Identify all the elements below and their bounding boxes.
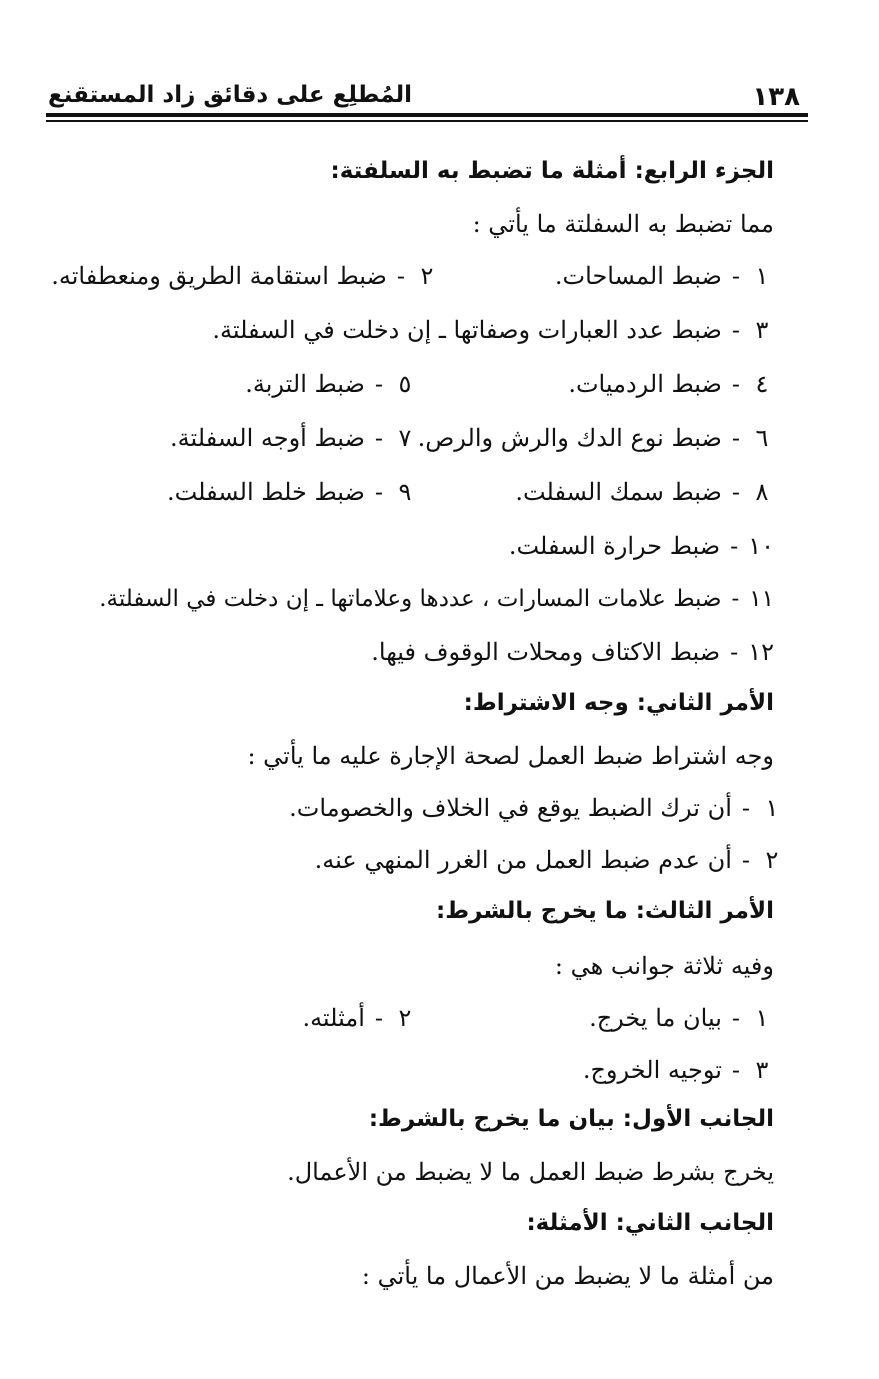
list-item: ٣-ضبط عدد العبارات وصفاتها ـ إن دخلت في السفلتة. bbox=[212, 316, 769, 344]
aspect1-heading: الجانب الأول: بيان ما يخرج بالشرط: bbox=[368, 1106, 774, 1132]
list-item: ٢-أن عدم ضبط العمل من الغرر المنهي عنه. bbox=[314, 846, 779, 874]
aspect2-heading: الجانب الثاني: الأمثلة: bbox=[526, 1210, 774, 1236]
header-rule-thick bbox=[46, 113, 808, 117]
page-header bbox=[48, 78, 808, 112]
list-item: ٦-ضبط نوع الدك والرش والرص. bbox=[417, 424, 769, 452]
list-item: ٥-ضبط التربة. bbox=[245, 370, 412, 398]
page-number: ١٣٨ bbox=[752, 82, 800, 112]
section4-heading: الجزء الرابع: أمثلة ما تضبط به السلفتة: bbox=[330, 158, 774, 184]
list-item: ١-بيان ما يخرج. bbox=[589, 1004, 769, 1032]
section4-intro: مما تضبط به السفلتة ما يأتي : bbox=[472, 210, 774, 238]
matter3-heading: الأمر الثالث: ما يخرج بالشرط: bbox=[436, 898, 774, 924]
list-item: ٢-أمثلته. bbox=[302, 1004, 412, 1032]
list-item: ٧-ضبط أوجه السفلتة. bbox=[170, 424, 412, 452]
matter2-intro: وجه اشتراط ضبط العمل لصحة الإجارة عليه ما يأتي : bbox=[247, 742, 774, 770]
aspect1-text: يخرج بشرط ضبط العمل ما لا يضبط من الأعمال. bbox=[287, 1158, 774, 1186]
list-item: ٣-توجيه الخروج. bbox=[582, 1056, 769, 1084]
running-title: المُطلِع على دقائق زاد المستقنع bbox=[48, 82, 413, 108]
list-item: ١-أن ترك الضبط يوقع في الخلاف والخصومات. bbox=[289, 794, 779, 822]
list-item: ٢-ضبط استقامة الطريق ومنعطفاته. bbox=[51, 262, 434, 290]
list-item: ٨-ضبط سمك السفلت. bbox=[515, 478, 769, 506]
list-item: ٤-ضبط الردميات. bbox=[568, 370, 769, 398]
list-item: ١١-ضبط علامات المسارات ، عددها وعلاماتها ـ إن دخلت في السفلتة. bbox=[99, 586, 774, 612]
list-item: ٩-ضبط خلط السفلت. bbox=[166, 478, 412, 506]
matter3-intro: وفيه ثلاثة جوانب هي : bbox=[554, 952, 774, 980]
list-item: ١٠-ضبط حرارة السفلت. bbox=[508, 532, 774, 560]
list-item: ١٢-ضبط الاكتاف ومحلات الوقوف فيها. bbox=[371, 638, 774, 666]
list-item: ١-ضبط المساحات. bbox=[554, 262, 769, 290]
aspect2-text: من أمثلة ما لا يضبط من الأعمال ما يأتي : bbox=[361, 1262, 774, 1290]
header-rule-thin bbox=[46, 120, 808, 122]
matter2-heading: الأمر الثاني: وجه الاشتراط: bbox=[463, 690, 774, 716]
